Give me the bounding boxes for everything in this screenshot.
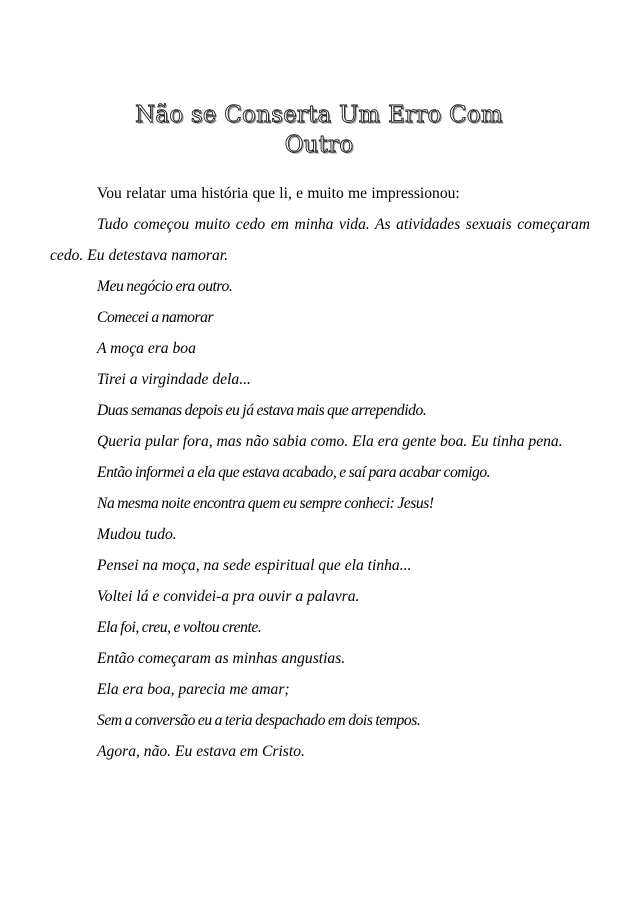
- document-body: [50, 178, 590, 767]
- paragraph: Queria pular fora, mas não sabia como. Ela era gente boa. Eu tinha pena.: [97, 433, 563, 450]
- paragraph-intro: Vou relatar uma história que li, e muito me impressionou:: [97, 185, 460, 202]
- paragraph: A moça era boa: [97, 340, 196, 357]
- paragraph: Na mesma noite encontra quem eu sempre conheci: Jesus!: [97, 495, 434, 512]
- paragraph: Mudou tudo.: [97, 526, 177, 543]
- paragraph: Comecei a namorar: [97, 309, 214, 326]
- paragraph: Então começaram as minhas angustias.: [97, 650, 346, 667]
- title-line-1: Não se Conserta Um Erro Com: [135, 102, 503, 128]
- title-line-2: Outro: [284, 132, 354, 158]
- paragraph: Duas semanas depois eu já estava mais que arrependido.: [97, 402, 427, 419]
- paragraph: Tudo começou muito cedo em minha vida. As atividades sexuais começaram cedo. Eu detestava namorar.: [50, 216, 590, 264]
- paragraph: Pensei na moça, na sede espiritual que ela tinha...: [97, 557, 412, 574]
- paragraph: Ela foi, creu, e voltou crente.: [97, 619, 262, 636]
- paragraph: Ela era boa, parecia me amar;: [97, 681, 290, 698]
- paragraph: Então informei a ela que estava acabado, e saí para acabar comigo.: [97, 464, 491, 481]
- document-title: [60, 100, 578, 160]
- paragraph: Tirei a virgindade dela...: [97, 371, 251, 388]
- paragraph: Voltei lá e convidei-a pra ouvir a palavra.: [97, 588, 360, 605]
- paragraph: Agora, não. Eu estava em Cristo.: [97, 743, 305, 760]
- paragraph: Meu negócio era outro.: [97, 278, 233, 295]
- paragraph: Sem a conversão eu a teria despachado em dois tempos.: [97, 712, 421, 729]
